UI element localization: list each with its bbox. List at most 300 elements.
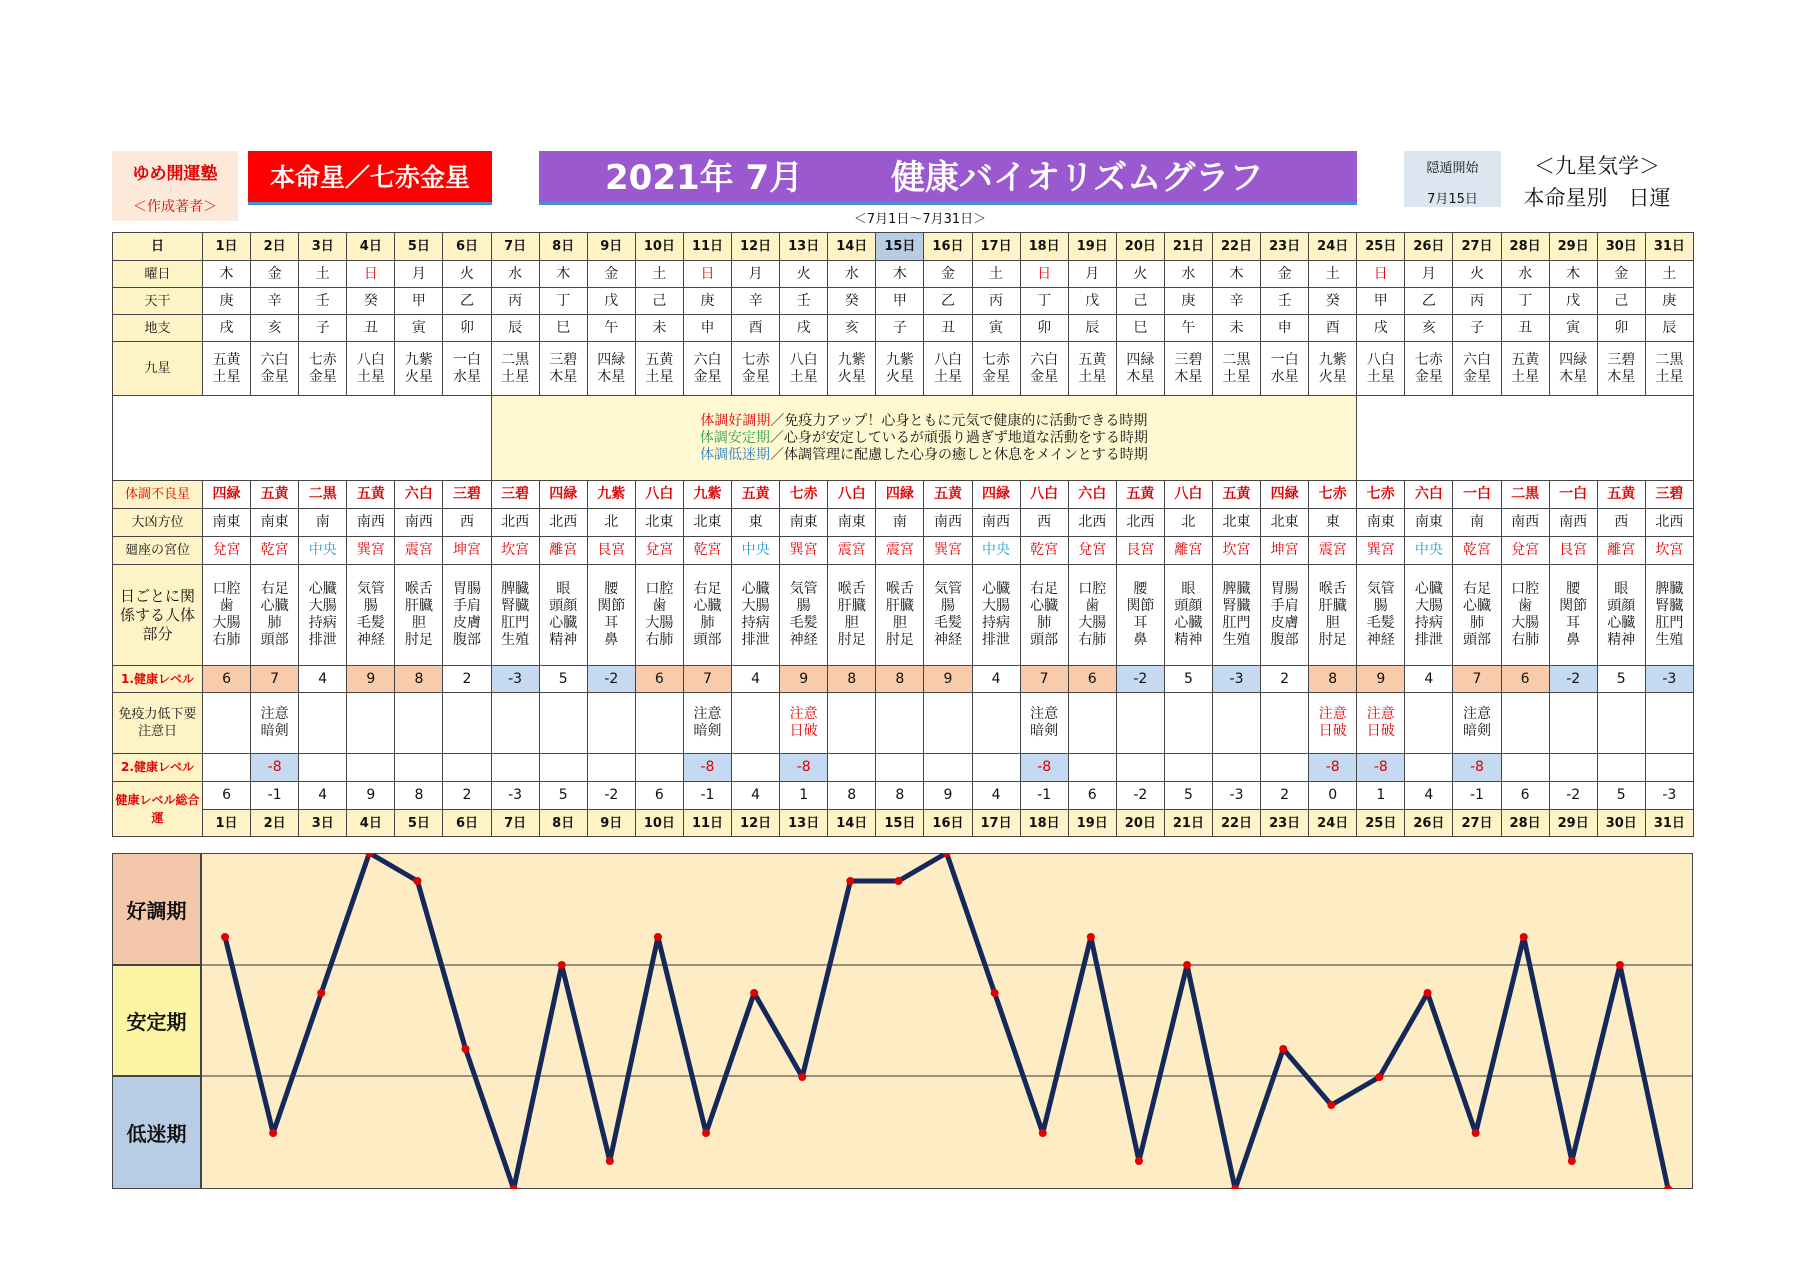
body-part-text: 肛門 <box>1655 615 1684 631</box>
body-part-text: 腸 <box>796 598 811 614</box>
weekday-cell: 金 <box>1261 261 1309 288</box>
body-part-cell <box>1261 565 1309 666</box>
weekday-cell: 火 <box>1453 261 1501 288</box>
body-part-text: 胆 <box>892 615 907 631</box>
health1-cell: -3 <box>1645 666 1693 693</box>
warning-text: 暗剣 <box>693 723 722 739</box>
body-part-text: 気管 <box>1366 581 1395 597</box>
bad-star-cell: 二黒 <box>1501 481 1549 509</box>
total-cell: -2 <box>1116 782 1164 810</box>
star-text: 七赤 <box>982 351 1011 368</box>
star-cell <box>1405 342 1453 396</box>
warning-cell <box>924 693 972 754</box>
total-cell: -1 <box>251 782 299 810</box>
warning-cell <box>1597 693 1645 754</box>
direction-cell: 南 <box>1453 509 1501 537</box>
star-text: 九紫 <box>1318 351 1347 368</box>
direction-cell: 北西 <box>1645 509 1693 537</box>
bad-star-cell: 三碧 <box>1645 481 1693 509</box>
bad-star-cell: 七赤 <box>1309 481 1357 509</box>
day-cell: 25日 <box>1357 233 1405 261</box>
day-cell-bottom: 19日 <box>1068 810 1116 837</box>
body-part-text: 腎臓 <box>1222 598 1251 614</box>
bad-star-cell: 五黄 <box>1212 481 1260 509</box>
branch-cell: 卯 <box>1020 315 1068 342</box>
data-point <box>798 1073 806 1081</box>
warning-cell <box>635 693 683 754</box>
stem-cell: 己 <box>1597 288 1645 315</box>
row-warn <box>113 693 1694 754</box>
weekday-cell: 日 <box>683 261 731 288</box>
weekday-cell: 火 <box>1116 261 1164 288</box>
warning-cell <box>203 693 251 754</box>
weekday-cell: 月 <box>1405 261 1453 288</box>
bad-star-cell: 一白 <box>1549 481 1597 509</box>
star-text: 九紫 <box>837 351 866 368</box>
stem-cell: 壬 <box>299 288 347 315</box>
day-cell: 7日 <box>491 233 539 261</box>
palace-cell: 艮宮 <box>587 537 635 565</box>
bad-star-cell: 二黒 <box>299 481 347 509</box>
day-cell: 22日 <box>1212 233 1260 261</box>
body-part-text: 肘足 <box>885 632 914 648</box>
body-part-text: 心臓 <box>741 581 770 597</box>
body-part-text: 持病 <box>741 615 770 631</box>
branch-cell: 寅 <box>972 315 1020 342</box>
warning-cell <box>251 693 299 754</box>
star-cell <box>1501 342 1549 396</box>
direction-cell: 北西 <box>1068 509 1116 537</box>
warning-text: 日破 <box>1366 723 1395 739</box>
palace-cell: 巽宮 <box>347 537 395 565</box>
weekday-cell: 月 <box>395 261 443 288</box>
row-total <box>113 782 1694 810</box>
body-part-text: 肺 <box>267 615 282 631</box>
day-cell: 18日 <box>1020 233 1068 261</box>
health1-cell: 7 <box>1020 666 1068 693</box>
direction-cell: 北 <box>1164 509 1212 537</box>
star-text: 金星 <box>1030 368 1059 385</box>
row-body <box>113 565 1694 666</box>
legend-desc-high: ／免疫力アップ！心身ともに元気で健康的に活動できる時期 <box>770 412 1148 429</box>
body-part-text: 歯 <box>1085 598 1100 614</box>
star-text: 二黒 <box>501 351 530 368</box>
warning-cell <box>1501 693 1549 754</box>
total-cell: 6 <box>203 782 251 810</box>
data-point <box>894 877 902 885</box>
day-cell: 17日 <box>972 233 1020 261</box>
branch-cell: 申 <box>683 315 731 342</box>
direction-cell: 北東 <box>1212 509 1260 537</box>
total-cell: -1 <box>683 782 731 810</box>
stem-cell: 壬 <box>780 288 828 315</box>
star-cell <box>203 342 251 396</box>
body-part-text: 右足 <box>260 581 289 597</box>
body-part-text: 肺 <box>1469 615 1484 631</box>
warning-cell <box>1645 693 1693 754</box>
branch-cell: 卯 <box>1597 315 1645 342</box>
body-part-text: 口腔 <box>1511 581 1540 597</box>
day-cell-bottom: 16日 <box>924 810 972 837</box>
star-cell <box>1068 342 1116 396</box>
stem-cell: 癸 <box>828 288 876 315</box>
bad-star-cell: 八白 <box>828 481 876 509</box>
body-part-text: 右足 <box>1462 581 1491 597</box>
health1-cell: 5 <box>1164 666 1212 693</box>
data-point <box>1424 989 1432 997</box>
body-part-text: 精神 <box>1607 632 1636 648</box>
day-cell-bottom: 7日 <box>491 810 539 837</box>
branch-cell: 巳 <box>539 315 587 342</box>
star-cell <box>251 342 299 396</box>
body-part-cell <box>395 565 443 666</box>
direction-cell: 南西 <box>1501 509 1549 537</box>
stem-cell: 己 <box>1116 288 1164 315</box>
body-part-text: 大腸 <box>1414 598 1443 614</box>
stem-cell: 乙 <box>924 288 972 315</box>
palace-cell: 震宮 <box>395 537 443 565</box>
body-part-cell <box>491 565 539 666</box>
branch-cell: 申 <box>1261 315 1309 342</box>
data-point <box>1520 933 1528 941</box>
stem-cell: 癸 <box>347 288 395 315</box>
health2-cell <box>347 754 395 782</box>
weekday-cell: 日 <box>1357 261 1405 288</box>
stem-cell: 丁 <box>539 288 587 315</box>
body-part-text: 喉舌 <box>885 581 914 597</box>
bad-star-cell: 六白 <box>1405 481 1453 509</box>
body-part-text: 大腸 <box>212 615 241 631</box>
day-cell-bottom: 1日 <box>203 810 251 837</box>
star-text: 七赤 <box>308 351 337 368</box>
star-text: 木星 <box>1126 368 1155 385</box>
health1-cell: 4 <box>732 666 780 693</box>
direction-cell: 西 <box>443 509 491 537</box>
health1-cell: 6 <box>203 666 251 693</box>
data-point <box>1039 1129 1047 1137</box>
label-health2: 2.健康レベル <box>113 754 203 782</box>
direction-cell: 北東 <box>1261 509 1309 537</box>
row-day <box>113 233 1694 261</box>
body-part-text: 胆 <box>844 615 859 631</box>
body-part-text: 歯 <box>1518 598 1533 614</box>
branch-cell: 丑 <box>347 315 395 342</box>
body-part-text: 頭部 <box>260 632 289 648</box>
row-day-bottom <box>113 810 1694 837</box>
star-cell <box>491 342 539 396</box>
branch-cell: 子 <box>876 315 924 342</box>
star-text: 木星 <box>1607 368 1636 385</box>
total-cell: -1 <box>1453 782 1501 810</box>
palace-cell: 中央 <box>1405 537 1453 565</box>
star-cell <box>395 342 443 396</box>
stem-cell: 甲 <box>1357 288 1405 315</box>
day-cell: 4日 <box>347 233 395 261</box>
body-part-cell <box>587 565 635 666</box>
day-cell: 19日 <box>1068 233 1116 261</box>
body-part-cell <box>828 565 876 666</box>
warning-cell <box>1116 693 1164 754</box>
data-point <box>221 933 229 941</box>
body-part-text: 心臓 <box>1462 598 1491 614</box>
total-cell: 8 <box>828 782 876 810</box>
branch-cell: 寅 <box>1549 315 1597 342</box>
legend-text <box>491 396 1357 481</box>
branch-cell: 寅 <box>395 315 443 342</box>
body-part-cell <box>1597 565 1645 666</box>
branch-cell: 未 <box>635 315 683 342</box>
warning-cell <box>972 693 1020 754</box>
day-cell: 5日 <box>395 233 443 261</box>
phase-label-low: 低迷期 <box>112 1076 201 1189</box>
branch-cell: 亥 <box>1405 315 1453 342</box>
star-cell <box>683 342 731 396</box>
body-part-text: 頭顔 <box>1174 598 1203 614</box>
star-text: 二黒 <box>1222 351 1251 368</box>
direction-cell: 南東 <box>251 509 299 537</box>
palace-cell: 離宮 <box>1164 537 1212 565</box>
body-part-text: 頭顔 <box>1607 598 1636 614</box>
body-part-cell <box>924 565 972 666</box>
palace-cell: 中央 <box>299 537 347 565</box>
day-cell-bottom: 4日 <box>347 810 395 837</box>
label-palace: 廻座の宮位 <box>113 537 203 565</box>
body-part-text: 関節 <box>597 598 626 614</box>
star-text: 三碧 <box>549 351 578 368</box>
star-cell <box>635 342 683 396</box>
body-part-text: 神経 <box>1366 632 1395 648</box>
star-text: 九紫 <box>885 351 914 368</box>
health1-cell: 6 <box>1068 666 1116 693</box>
palace-cell: 艮宮 <box>1116 537 1164 565</box>
day-cell-bottom: 11日 <box>683 810 731 837</box>
weekday-cell: 月 <box>1068 261 1116 288</box>
branch-cell: 午 <box>587 315 635 342</box>
branch-cell: 亥 <box>251 315 299 342</box>
body-part-text: 胆 <box>411 615 426 631</box>
health1-cell: 4 <box>972 666 1020 693</box>
total-cell: 4 <box>972 782 1020 810</box>
data-point <box>1375 1073 1383 1081</box>
data-point <box>702 1129 710 1137</box>
direction-cell: 南東 <box>828 509 876 537</box>
body-part-cell <box>299 565 347 666</box>
body-part-text: 鼻 <box>1566 632 1581 648</box>
body-part-text: 心臓 <box>1174 615 1203 631</box>
star-cell <box>587 342 635 396</box>
star-text: 金星 <box>1462 368 1491 385</box>
body-part-text: 口腔 <box>212 581 241 597</box>
body-part-text: 大腸 <box>982 598 1011 614</box>
star-text: 金星 <box>260 368 289 385</box>
body-part-text: 右足 <box>1030 581 1059 597</box>
body-part-cell <box>635 565 683 666</box>
total-cell: 9 <box>347 782 395 810</box>
star-text: 金星 <box>1414 368 1443 385</box>
body-part-text: 手肩 <box>453 598 482 614</box>
palace-cell: 中央 <box>732 537 780 565</box>
body-part-text: 持病 <box>1414 615 1443 631</box>
day-cell: 28日 <box>1501 233 1549 261</box>
legend-desc-low: ／体調管理に配慮した心身の癒しと休息をメインとする時期 <box>770 446 1148 463</box>
health2-cell <box>828 754 876 782</box>
warning-cell <box>299 693 347 754</box>
body-part-cell <box>347 565 395 666</box>
star-text: 土星 <box>1511 368 1540 385</box>
body-part-text: 精神 <box>549 632 578 648</box>
branch-cell: 未 <box>1212 315 1260 342</box>
warning-cell <box>1164 693 1212 754</box>
direction-cell: 東 <box>732 509 780 537</box>
legend-line-low <box>492 447 1357 464</box>
body-part-text: 毛髪 <box>356 615 385 631</box>
body-part-text: 生殖 <box>501 632 530 648</box>
palace-cell: 震宮 <box>876 537 924 565</box>
body-part-text: 心臓 <box>982 581 1011 597</box>
star-text: 木星 <box>1174 368 1203 385</box>
star-cell <box>780 342 828 396</box>
weekday-cell: 木 <box>1212 261 1260 288</box>
direction-cell: 西 <box>1597 509 1645 537</box>
weekday-cell: 土 <box>1309 261 1357 288</box>
label-branch: 地支 <box>113 315 203 342</box>
health1-cell: 7 <box>1453 666 1501 693</box>
data-point <box>654 933 662 941</box>
label-health1: 1.健康レベル <box>113 666 203 693</box>
total-cell: -3 <box>1212 782 1260 810</box>
palace-cell: 震宮 <box>1309 537 1357 565</box>
palace-cell: 兌宮 <box>1501 537 1549 565</box>
bad-star-cell: 九紫 <box>587 481 635 509</box>
school-caption <box>1512 150 1682 212</box>
body-part-text: 持病 <box>308 615 337 631</box>
star-text: 八白 <box>933 351 962 368</box>
data-point <box>606 1157 614 1165</box>
direction-cell: 南 <box>876 509 924 537</box>
body-part-text: 生殖 <box>1222 632 1251 648</box>
branch-cell: 戌 <box>1357 315 1405 342</box>
day-cell: 24日 <box>1309 233 1357 261</box>
day-cell-bottom: 15日 <box>876 810 924 837</box>
branch-cell: 卯 <box>443 315 491 342</box>
day-cell-bottom: 29日 <box>1549 810 1597 837</box>
health1-cell: -2 <box>1116 666 1164 693</box>
label-bad-star: 体調不良星 <box>113 481 203 509</box>
date-range: ＜7月1日～7月31日＞ <box>853 212 987 227</box>
health2-cell <box>443 754 491 782</box>
body-part-text: 排泄 <box>1414 632 1443 648</box>
bad-star-cell: 四緑 <box>972 481 1020 509</box>
day-cell-bottom: 9日 <box>587 810 635 837</box>
health2-cell <box>635 754 683 782</box>
direction-cell: 南西 <box>395 509 443 537</box>
body-part-text: 腹部 <box>453 632 482 648</box>
health1-cell: 9 <box>1357 666 1405 693</box>
phase-label-mid: 安定期 <box>112 965 201 1076</box>
branch-cell: 子 <box>299 315 347 342</box>
star-text: 火星 <box>837 368 866 385</box>
weekday-cell: 水 <box>828 261 876 288</box>
direction-cell: 北西 <box>491 509 539 537</box>
bad-star-cell: 三碧 <box>491 481 539 509</box>
bad-star-cell: 五黄 <box>251 481 299 509</box>
star-text: 土星 <box>1366 368 1395 385</box>
health2-cell <box>491 754 539 782</box>
health1-cell: 2 <box>443 666 491 693</box>
warning-text: 注意 <box>1030 706 1059 722</box>
body-part-cell <box>972 565 1020 666</box>
bad-star-cell: 八白 <box>1020 481 1068 509</box>
body-part-cell <box>780 565 828 666</box>
star-text: 金星 <box>741 368 770 385</box>
body-part-text: 精神 <box>1174 632 1203 648</box>
branch-cell: 辰 <box>1068 315 1116 342</box>
star-text: 九紫 <box>404 351 433 368</box>
weekday-cell: 土 <box>972 261 1020 288</box>
day-cell: 11日 <box>683 233 731 261</box>
branch-cell: 戌 <box>780 315 828 342</box>
day-cell: 30日 <box>1597 233 1645 261</box>
star-text: 土星 <box>356 368 385 385</box>
weekday-cell: 土 <box>1645 261 1693 288</box>
health2-cell <box>924 754 972 782</box>
bad-star-cell: 四緑 <box>1261 481 1309 509</box>
bad-star-cell: 五黄 <box>732 481 780 509</box>
star-text: 七赤 <box>741 351 770 368</box>
body-part-text: 大腸 <box>645 615 674 631</box>
health2-cell <box>587 754 635 782</box>
body-part-cell <box>443 565 491 666</box>
day-cell-bottom: 5日 <box>395 810 443 837</box>
body-part-text: 頭部 <box>1030 632 1059 648</box>
day-cell: 9日 <box>587 233 635 261</box>
branch-cell: 辰 <box>491 315 539 342</box>
body-part-text: 右肺 <box>212 632 241 648</box>
direction-cell: 西 <box>1020 509 1068 537</box>
day-cell-bottom: 22日 <box>1212 810 1260 837</box>
weekday-cell: 木 <box>539 261 587 288</box>
star-cell <box>443 342 491 396</box>
data-point <box>269 1129 277 1137</box>
body-part-text: 鼻 <box>1133 632 1148 648</box>
body-part-text: 胃腸 <box>1270 581 1299 597</box>
day-cell: 6日 <box>443 233 491 261</box>
total-cell: 4 <box>299 782 347 810</box>
total-cell: 8 <box>876 782 924 810</box>
health1-cell: 9 <box>780 666 828 693</box>
warning-cell <box>780 693 828 754</box>
health1-cell: 8 <box>395 666 443 693</box>
health1-cell: 7 <box>251 666 299 693</box>
legend-key-mid: 体調安定期 <box>699 429 770 446</box>
stem-cell: 庚 <box>203 288 251 315</box>
body-part-text: 脾臓 <box>1655 581 1684 597</box>
star-cell <box>876 342 924 396</box>
body-part-text: 大腸 <box>741 598 770 614</box>
palace-cell: 乾宮 <box>251 537 299 565</box>
warning-cell <box>491 693 539 754</box>
palace-cell: 艮宮 <box>1549 537 1597 565</box>
body-part-text: 頭部 <box>1462 632 1491 648</box>
body-part-text: 腰 <box>1566 581 1581 597</box>
palace-cell: 兌宮 <box>635 537 683 565</box>
branch-cell: 辰 <box>1645 315 1693 342</box>
label-star: 九星 <box>113 342 203 396</box>
health1-cell: 5 <box>1597 666 1645 693</box>
star-cell <box>1164 342 1212 396</box>
title-banner <box>539 151 1357 205</box>
body-part-text: 肝臓 <box>837 598 866 614</box>
